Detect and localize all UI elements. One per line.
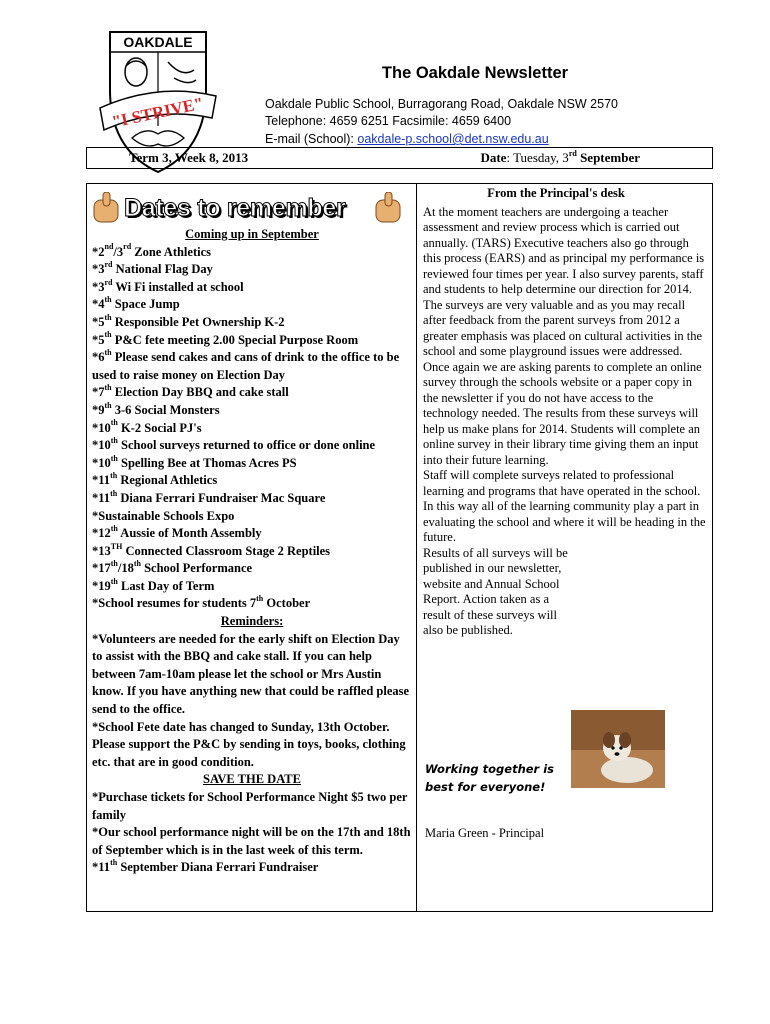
event-pre: *10 xyxy=(92,420,111,435)
main-content-box xyxy=(86,183,713,912)
reminder-item: *Volunteers are needed for the early shift on Election Day to assist with the BBQ and cake stall. If you can help between 7am-10am please let the school or Mrs Austin know. If you have anything new that could be raffled please send to the office. xyxy=(92,631,410,717)
pointing-hand-icon xyxy=(92,192,120,224)
term-label: Term 3, Week 8, 2013 xyxy=(129,150,249,165)
save-item: *Our school performance night will be on the 17th and 18th of September which is in the last week of this term. xyxy=(92,825,411,857)
principal-paragraph: Once again we are asking parents to complete an online survey through the schools website or a paper copy in the newsletter if you do not have access to the technology needed. The results from these surveys will help us make plans for 2014. Students will complete an online survey in their library time giving them an input into their future learning. xyxy=(423,359,702,467)
event-sup: th xyxy=(104,348,112,357)
event-item xyxy=(92,490,412,508)
event-sup2: rd xyxy=(123,242,132,252)
reminder-item: *School Fete date has changed to Sunday, 13th October. Please support the P&C by sending in toys, books, clothing etc. that are in good condition. xyxy=(92,719,406,769)
event-sup: nd xyxy=(104,242,114,252)
event-text: /18 xyxy=(117,561,134,576)
save-the-date-heading: SAVE THE DATE xyxy=(203,772,301,787)
column-divider xyxy=(416,184,417,911)
dates-column xyxy=(92,190,412,877)
event-sup: TH xyxy=(110,541,123,551)
event-item xyxy=(92,349,412,384)
event-item xyxy=(92,578,412,596)
dates-banner xyxy=(92,190,412,226)
event-text: /3 xyxy=(113,244,124,259)
last-item-pre: *11 xyxy=(92,860,111,875)
last-event-item xyxy=(92,859,412,877)
event-pre: *4 xyxy=(92,297,105,312)
dates-banner-text: Dates to remember xyxy=(124,194,346,222)
principal-paragraph: Staff will complete surveys related to professional learning and programs that have operated in the school. In this way all of the learning community play a part in evaluating the school and where it will be heading in the future. xyxy=(423,468,706,544)
event-pre: *12 xyxy=(92,526,111,541)
event-sup: th xyxy=(110,523,118,533)
event-text: Regional Athletics xyxy=(117,473,218,488)
school-email-line xyxy=(265,132,549,146)
email-link[interactable]: oakdale-p.school@det.nsw.edu.au xyxy=(357,132,549,146)
event-sup: th xyxy=(256,594,264,604)
event-sup: th xyxy=(110,559,118,569)
event-item xyxy=(92,455,412,473)
date-pre: : Tuesday, 3 xyxy=(506,150,569,165)
event-item xyxy=(92,296,412,314)
issue-date xyxy=(480,150,640,166)
event-item xyxy=(92,279,412,297)
last-item-sup: th xyxy=(110,858,118,868)
event-item xyxy=(92,314,412,332)
event-text: Responsible Pet Ownership K-2 xyxy=(111,314,285,329)
event-pre: *School resumes for students 7 xyxy=(92,596,257,611)
date-label: Date xyxy=(480,150,507,165)
event-item xyxy=(92,332,412,350)
event-text: October xyxy=(263,596,311,611)
event-text: Spelling Bee at Thomas Acres PS xyxy=(117,455,297,470)
event-sup: rd xyxy=(104,260,113,270)
event-item xyxy=(92,420,412,438)
date-sup: rd xyxy=(568,148,577,158)
event-text: 3-6 Social Monsters xyxy=(111,402,220,417)
event-text: Space Jump xyxy=(111,297,180,312)
event-text2: Zone Athletics xyxy=(131,244,211,259)
event-pre: *2 xyxy=(92,244,105,259)
event-sup: rd xyxy=(104,277,113,287)
event-text: Last Day of Term xyxy=(117,578,215,593)
event-sup: th xyxy=(110,471,118,481)
event-sup: th xyxy=(110,488,118,498)
event-text: Diana Ferrari Fundraiser Mac Square xyxy=(117,490,326,505)
event-pre: *3 xyxy=(92,279,105,294)
event-item xyxy=(92,261,412,279)
event-text: P&C fete meeting 2.00 Special Purpose Room xyxy=(111,332,359,347)
pointing-hand-icon xyxy=(374,192,402,224)
event-item xyxy=(92,384,412,402)
dog-photo xyxy=(571,710,665,788)
newsletter-title: The Oakdale Newsletter xyxy=(381,64,569,82)
school-address: Oakdale Public School, Burragorang Road, Oakdale NSW 2570 xyxy=(265,97,618,111)
event-pre: *11 xyxy=(92,490,111,505)
event-pre: *6 xyxy=(92,350,105,365)
event-pre: *17 xyxy=(92,561,111,576)
event-text: Connected Classroom Stage 2 Reptiles xyxy=(122,543,331,558)
event-item xyxy=(92,244,412,262)
school-phone: Telephone: 4659 6251 Facsimile: 4659 6400 xyxy=(265,114,512,128)
save-item: *Purchase tickets for School Performance Night $5 two per family xyxy=(92,790,408,822)
events-list xyxy=(92,244,412,613)
event-sup: th xyxy=(110,453,118,463)
event-text: School surveys returned to office or done online xyxy=(117,438,376,453)
motto-line: Working together is xyxy=(425,762,555,776)
crest-motto: "I STRIVE" xyxy=(110,93,206,132)
event-sup: th xyxy=(110,418,118,428)
event-item xyxy=(92,472,412,490)
coming-up-heading: Coming up in September xyxy=(185,227,319,241)
event-item xyxy=(92,595,412,613)
event-item xyxy=(92,402,412,420)
reminders-heading: Reminders: xyxy=(220,614,284,629)
event-pre: *5 xyxy=(92,314,105,329)
principal-motto xyxy=(425,760,554,796)
event-pre: *3 xyxy=(92,262,105,277)
event-text: Wi Fi installed at school xyxy=(112,279,244,294)
event-pre: *11 xyxy=(92,473,111,488)
event-sup: th xyxy=(104,383,112,393)
event-text: Election Day BBQ and cake stall xyxy=(111,385,289,400)
event-text: Please send cakes and cans of drink to the office to be used to raise money on Election Day xyxy=(92,350,400,382)
principal-title: From the Principal's desk xyxy=(487,186,625,200)
event-pre: *9 xyxy=(92,402,105,417)
event-pre: *5 xyxy=(92,332,105,347)
event-pre: *Sustainable Schools Expo xyxy=(92,508,235,523)
event-sup: th xyxy=(104,330,112,340)
event-sup: th xyxy=(104,312,112,322)
event-item xyxy=(92,508,412,526)
email-label: E-mail (School): xyxy=(265,132,358,146)
event-text: National Flag Day xyxy=(112,262,213,277)
principal-paragraph: At the moment teachers are undergoing a teacher assessment and review process which is carried out annually. (TARS) Executive teachers also go through this process (EARS) and as principal my performance is reviewed four times per year. I also survey parents, staff and students to help determine our direction for 2014. The surveys are very valuable and as you may recall after feedback from the parent surveys from 2012 a greater emphasis was placed on cultural activities in the school and some playground issues were addressed. xyxy=(423,204,705,358)
event-item xyxy=(92,437,412,455)
event-pre: *10 xyxy=(92,438,111,453)
motto-line: best for everyone! xyxy=(425,780,546,794)
event-sup: th xyxy=(110,576,118,586)
term-bar xyxy=(86,147,713,169)
event-text: K-2 Social PJ's xyxy=(117,420,202,435)
event-pre: *19 xyxy=(92,578,111,593)
event-text2: School Performance xyxy=(140,561,253,576)
event-pre: *10 xyxy=(92,455,111,470)
principal-signature: Maria Green - Principal xyxy=(425,826,545,840)
event-pre: *13 xyxy=(92,543,111,558)
event-sup2: th xyxy=(133,559,141,569)
event-text: Aussie of Month Assembly xyxy=(117,526,262,541)
last-item-text: September Diana Ferrari Fundraiser xyxy=(117,860,319,875)
event-sup: th xyxy=(104,295,112,305)
principal-column xyxy=(423,186,709,840)
crest-school-word: OAKDALE xyxy=(123,34,193,50)
event-pre: *7 xyxy=(92,385,105,400)
event-sup: th xyxy=(104,400,112,410)
event-item xyxy=(92,525,412,543)
date-post: September xyxy=(576,150,640,165)
event-item xyxy=(92,543,412,561)
event-item xyxy=(92,560,412,578)
event-sup: th xyxy=(110,435,118,445)
principal-paragraph: Results of all surveys will be published in our newsletter, website and Annual School Report. Action taken as a result of these surveys will also be published. xyxy=(423,545,568,637)
